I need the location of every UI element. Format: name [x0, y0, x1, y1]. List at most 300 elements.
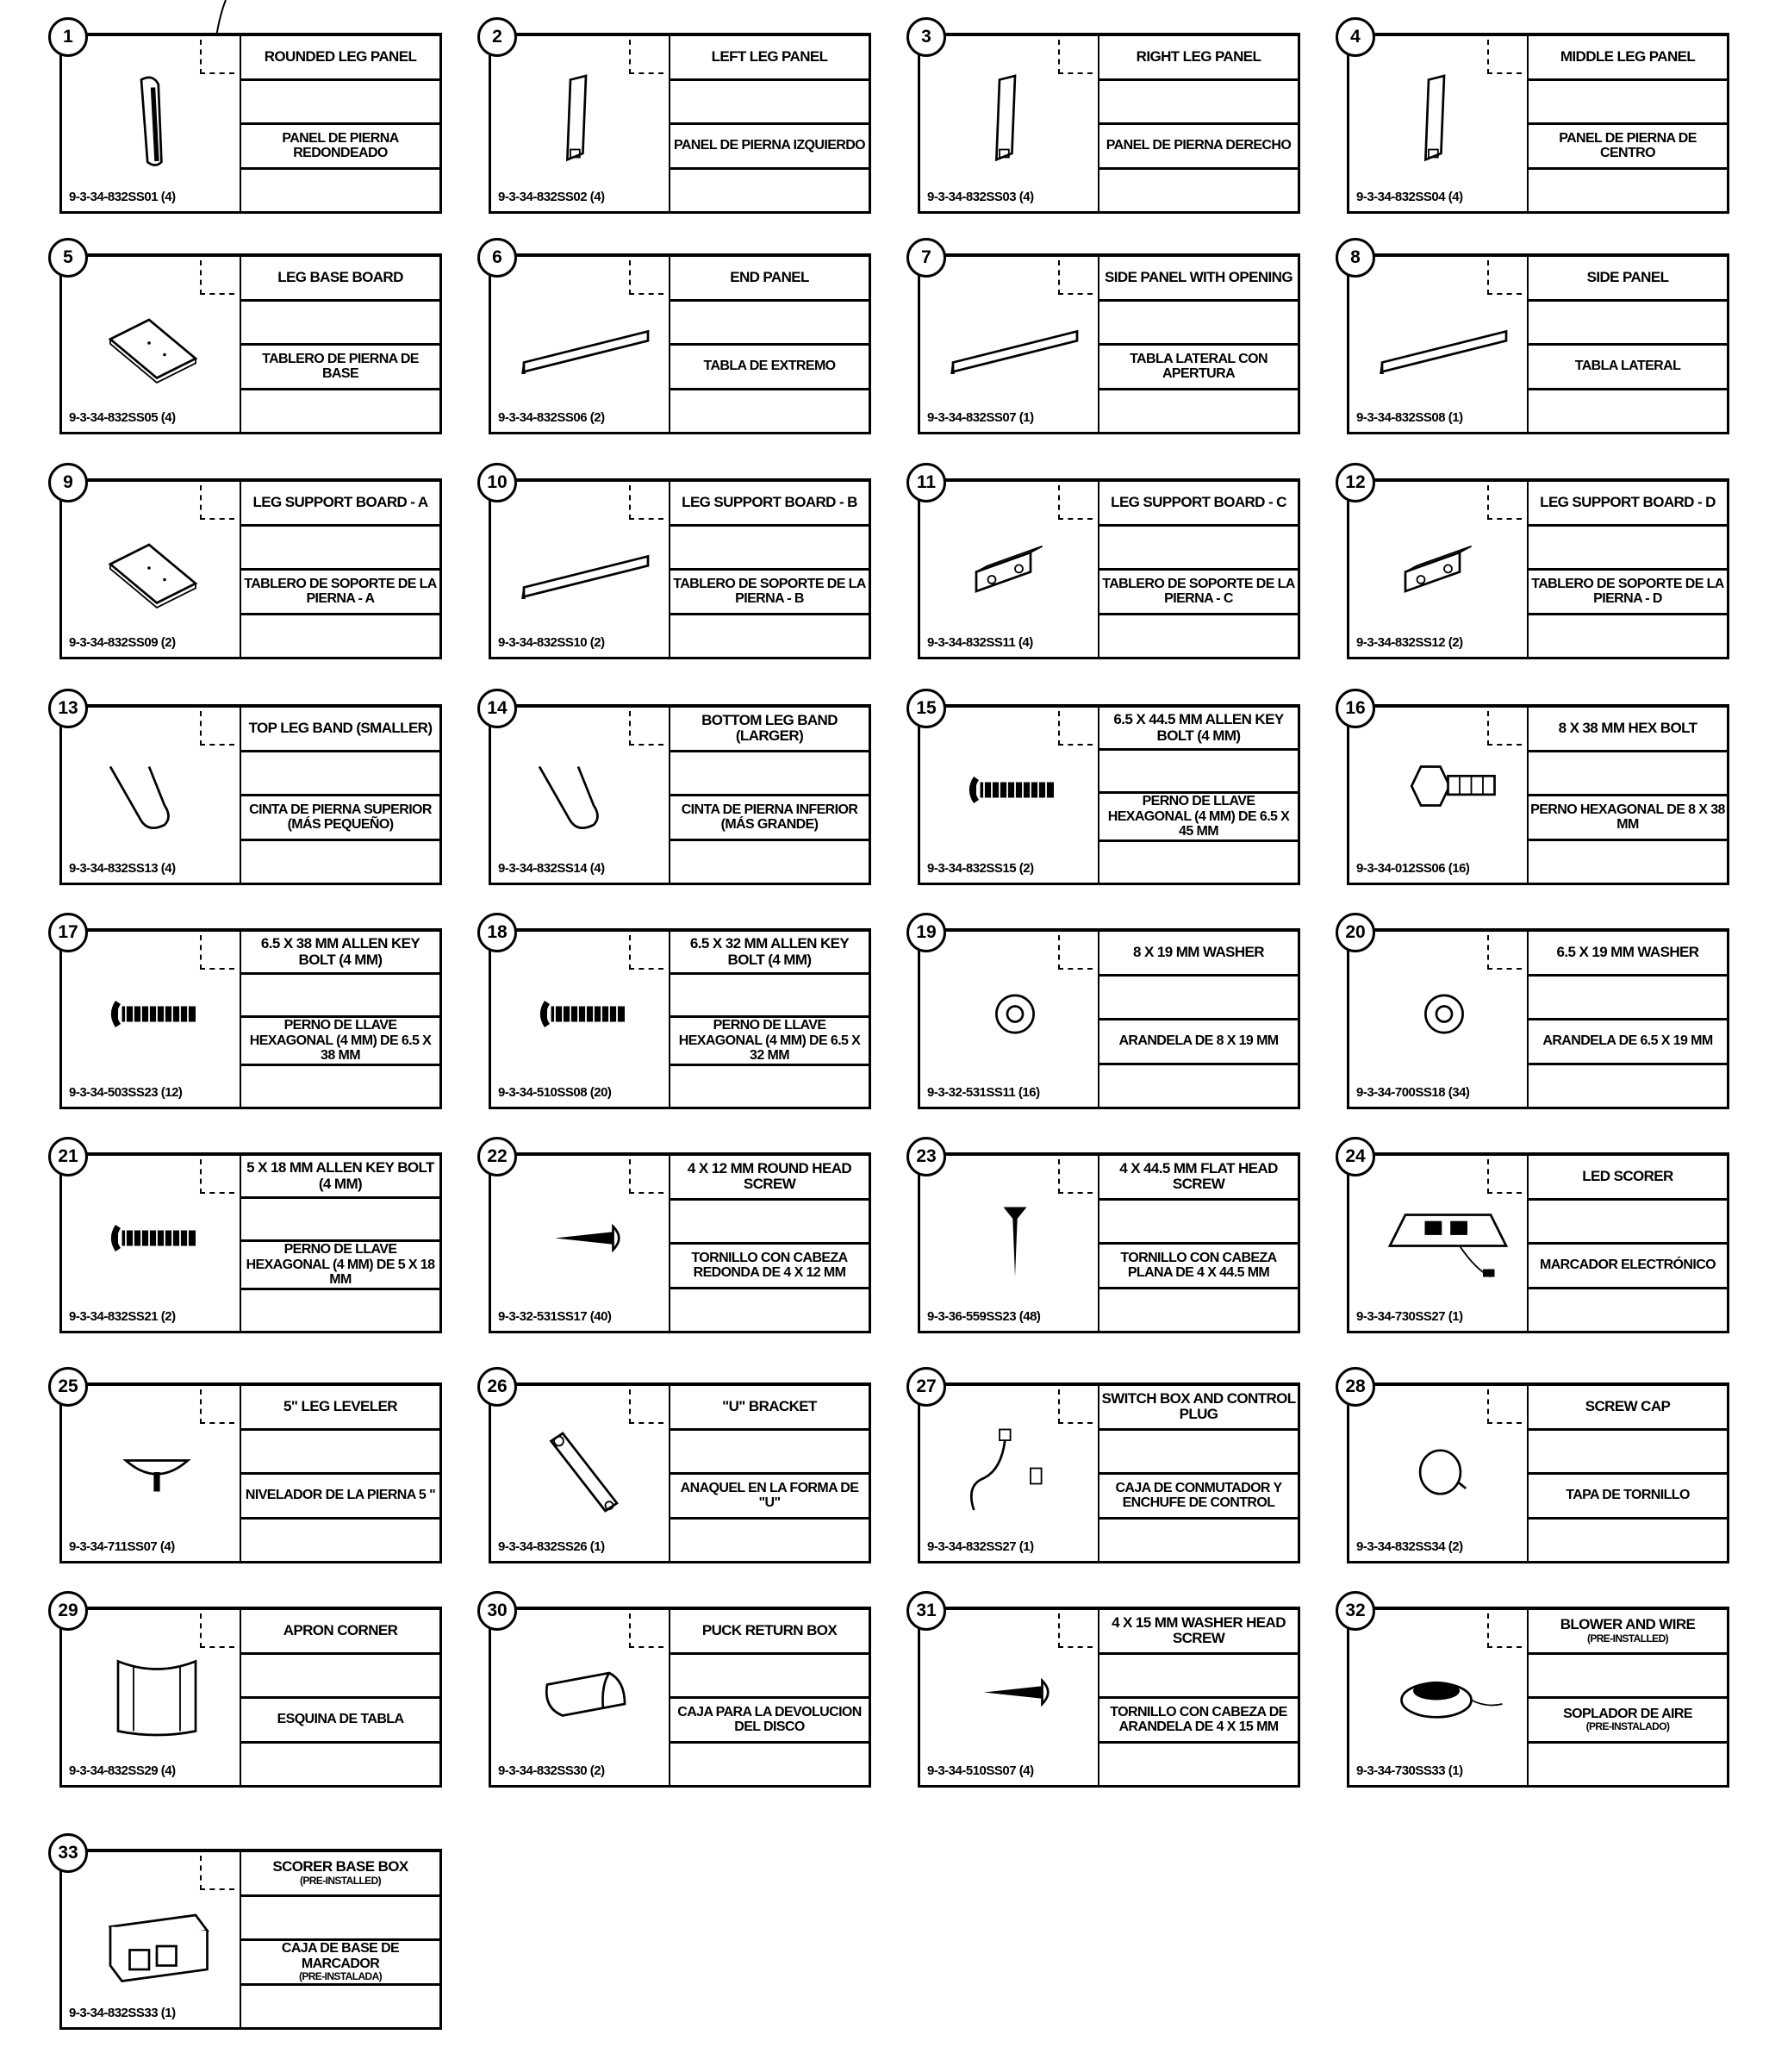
- english-name: SWITCH BOX AND CONTROL PLUG: [1101, 1389, 1296, 1423]
- english-name: 8 X 38 MM HEX BOLT: [1558, 719, 1697, 736]
- english-name: BOTTOM LEG BAND (LARGER): [701, 711, 838, 745]
- part-card-9: [59, 472, 442, 659]
- part-code: 9-3-34-832SS33 (1): [69, 2006, 176, 2020]
- blank-cell: [1099, 842, 1298, 883]
- part-card-21: [58, 1146, 442, 1333]
- part-labels: [669, 1386, 869, 1561]
- scorer-base-icon: [79, 1887, 234, 1990]
- english-name-cell: [670, 932, 869, 975]
- callout-line: [200, 1856, 234, 1890]
- part-number-badge: 25: [48, 1367, 88, 1407]
- puck-box-icon: [508, 1644, 663, 1748]
- blank-cell: [670, 841, 869, 883]
- spanish-name: TABLERO DE PIERNA DE BASE: [262, 351, 419, 382]
- part-number-badge: 30: [477, 1591, 517, 1631]
- part-labels: [240, 1156, 439, 1331]
- part-labels: [1098, 1386, 1298, 1561]
- blank-cell: [1099, 81, 1298, 126]
- spanish-name-cell: [241, 571, 439, 615]
- english-name-cell: [1099, 1156, 1298, 1201]
- blank-cell: [241, 1199, 439, 1242]
- long-panel-icon: [937, 291, 1093, 395]
- spanish-name: PERNO DE LLAVE HEXAGONAL (4 MM) DE 5 X 18 MM: [246, 1242, 435, 1288]
- part-number-badge: 24: [1336, 1137, 1375, 1176]
- english-name-cell: [241, 1386, 439, 1431]
- part-number-badge: 29: [48, 1591, 88, 1631]
- callout-line: [1058, 1159, 1093, 1194]
- blank-cell: [670, 1655, 869, 1700]
- spanish-name: PANEL DE PIERNA DE CENTRO: [1559, 130, 1697, 161]
- blank-cell: [241, 302, 439, 346]
- blank-cell: [670, 1201, 869, 1245]
- part-code: 9-3-34-730SS27 (1): [1356, 1309, 1463, 1324]
- part-number-badge: 18: [477, 913, 517, 952]
- english-name: PUCK RETURN BOX: [701, 1621, 838, 1638]
- scorer-icon: [1367, 1190, 1522, 1294]
- english-name: "U" BRACKET: [722, 1397, 817, 1414]
- blank-cell: [1529, 390, 1727, 433]
- part-number-badge: 6: [477, 238, 517, 278]
- spanish-name-cell: [241, 1475, 439, 1520]
- screw-cap-icon: [1367, 1420, 1522, 1524]
- part-code: 9-3-34-832SS01 (4): [69, 190, 176, 204]
- spanish-name: MARCADOR ELECTRÓNICO: [1540, 1258, 1716, 1273]
- english-name-cell: [241, 1610, 439, 1655]
- part-labels: [1527, 708, 1727, 883]
- english-name-cell: [1529, 708, 1727, 752]
- blank-cell: [670, 615, 869, 658]
- part-card-1: [59, 27, 442, 214]
- part-number-badge: 8: [1336, 238, 1375, 278]
- part-code: 9-3-32-531SS17 (40): [498, 1309, 612, 1324]
- callout-line: [1487, 711, 1522, 746]
- spanish-name-cell: [241, 1699, 439, 1744]
- english-name-cell: [1529, 257, 1727, 302]
- part-labels: [1527, 257, 1727, 432]
- english-name-cell: [241, 257, 439, 302]
- callout-line: [200, 1159, 234, 1194]
- part-code: 9-3-36-559SS23 (48): [927, 1309, 1041, 1324]
- spanish-name-cell: [670, 1699, 869, 1744]
- part-number-badge: 23: [906, 1137, 946, 1176]
- long-panel-icon: [508, 291, 663, 395]
- part-labels: [1527, 1386, 1727, 1561]
- spanish-name: TABLERO DE SOPORTE DE LA PIERNA - D: [1531, 576, 1724, 607]
- blank-cell: [1529, 1201, 1727, 1245]
- blank-cell: [241, 170, 439, 212]
- part-card-17: [58, 922, 442, 1109]
- part-code: 9-3-34-510SS07 (4): [927, 1763, 1034, 1778]
- part-card-33: [58, 1843, 442, 2030]
- blank-cell: [670, 527, 869, 571]
- part-card-10: [487, 472, 871, 659]
- part-labels: [1098, 932, 1298, 1107]
- spanish-name-cell: [670, 571, 869, 615]
- spanish-name-cell: [670, 125, 869, 170]
- english-name-cell: [241, 1156, 439, 1199]
- spanish-name: CINTA DE PIERNA INFERIOR (MÁS GRANDE): [681, 802, 858, 833]
- part-labels: [669, 1156, 869, 1331]
- blank-cell: [670, 1289, 869, 1332]
- washer-icon: [937, 966, 1093, 1070]
- part-labels: [240, 932, 439, 1107]
- part-card-27: [916, 1376, 1300, 1563]
- english-name: 4 X 44.5 MM FLAT HEAD SCREW: [1119, 1159, 1278, 1193]
- english-name: LEG SUPPORT BOARD - C: [1111, 493, 1286, 510]
- blank-cell: [670, 752, 869, 797]
- part-card-6: [489, 247, 871, 434]
- english-name: 6.5 X 19 MM WASHER: [1556, 943, 1699, 960]
- callout-line: [1487, 260, 1522, 295]
- blank-cell: [1529, 302, 1727, 346]
- part-code: 9-3-34-503SS23 (12): [69, 1085, 183, 1100]
- english-name-cell: [670, 36, 869, 81]
- part-card-5: [59, 247, 442, 434]
- part-code: 9-3-34-832SS26 (1): [498, 1539, 605, 1554]
- english-name-cell: [670, 482, 869, 527]
- callout-line: [200, 711, 234, 746]
- callout-line: [200, 40, 234, 74]
- hex-bolt-icon: [1367, 742, 1522, 846]
- part-code: 9-3-34-832SS27 (1): [927, 1539, 1034, 1554]
- part-code: 9-3-34-510SS08 (20): [498, 1085, 612, 1100]
- spanish-name-cell: [1099, 346, 1298, 390]
- spanish-name: TABLA LATERAL CON APERTURA: [1130, 351, 1268, 382]
- blank-cell: [670, 1520, 869, 1562]
- part-code: 9-3-34-832SS07 (1): [927, 410, 1034, 425]
- callout-line: [1058, 1613, 1093, 1648]
- part-card-26: [487, 1376, 871, 1563]
- spanish-name-cell: [1529, 125, 1727, 170]
- part-labels: [669, 257, 869, 432]
- callout-line: [1487, 1389, 1522, 1424]
- spanish-name: TAPA DE TORNILLO: [1566, 1488, 1690, 1503]
- blank-cell: [241, 1986, 439, 2028]
- callout-line: [200, 1389, 234, 1424]
- band-icon: [79, 742, 234, 846]
- blank-cell: [1529, 841, 1727, 883]
- callout-line: [1487, 1613, 1522, 1648]
- part-code: 9-3-34-700SS18 (34): [1356, 1085, 1470, 1100]
- part-labels: [1527, 1610, 1727, 1785]
- board-icon: [79, 291, 234, 395]
- blank-cell: [241, 1431, 439, 1476]
- part-number-badge: 20: [1336, 913, 1375, 952]
- spanish-name: CINTA DE PIERNA SUPERIOR (MÁS PEQUEÑO): [249, 802, 432, 833]
- english-name-cell: [241, 1852, 439, 1897]
- english-name-cell: [1529, 1156, 1727, 1201]
- part-labels: [240, 257, 439, 432]
- spanish-name-cell: [1099, 1475, 1298, 1520]
- blank-cell: [1099, 1655, 1298, 1700]
- callout-line: [629, 1159, 663, 1194]
- switch-box-icon: [937, 1420, 1093, 1524]
- part-card-29: [58, 1601, 442, 1788]
- spanish-name: PERNO HEXAGONAL DE 8 X 38 MM: [1530, 802, 1725, 833]
- english-name: LEG BASE BOARD: [277, 268, 403, 285]
- blank-cell: [670, 81, 869, 126]
- spanish-name: CAJA DE BASE DE MARCADOR: [281, 1941, 400, 1971]
- bolt-icon: [79, 1190, 234, 1294]
- english-name: SCREW CAP: [1585, 1397, 1671, 1414]
- blank-cell: [241, 1066, 439, 1107]
- english-name-cell: [1099, 1386, 1298, 1431]
- blank-cell: [241, 81, 439, 126]
- part-labels: [1098, 36, 1298, 211]
- english-name: APRON CORNER: [283, 1621, 398, 1638]
- blank-cell: [241, 752, 439, 797]
- blank-cell: [1529, 977, 1727, 1021]
- part-code: 9-3-34-832SS14 (4): [498, 861, 605, 876]
- english-name: 5 X 18 MM ALLEN KEY BOLT (4 MM): [246, 1158, 434, 1192]
- part-code: 9-3-34-730SS33 (1): [1356, 1763, 1463, 1778]
- english-name-cell: [1529, 36, 1727, 81]
- spanish-name: SOPLADOR DE AIRE: [1563, 1706, 1692, 1721]
- blank-cell: [1529, 81, 1727, 126]
- block-icon: [937, 516, 1093, 620]
- spanish-name: TORNILLO CON CABEZA DE ARANDELA DE 4 X 15 MM: [1110, 1704, 1287, 1735]
- english-name: LEFT LEG PANEL: [711, 47, 828, 65]
- blank-cell: [241, 1897, 439, 1942]
- blank-cell: [1099, 390, 1298, 433]
- part-code: 9-3-34-832SS02 (4): [498, 190, 605, 204]
- part-code: 9-3-34-832SS15 (2): [927, 861, 1034, 876]
- spanish-name-cell: [1529, 796, 1727, 841]
- blank-cell: [670, 170, 869, 212]
- english-name: SCORER BASE BOX: [272, 1858, 408, 1875]
- callout-line: [1058, 485, 1093, 520]
- callout-line: [1058, 935, 1093, 970]
- spanish-name: CAJA DE CONMUTADOR Y ENCHUFE DE CONTROL: [1115, 1480, 1282, 1511]
- english-name-cell: [241, 932, 439, 975]
- callout-line: [1058, 260, 1093, 295]
- spanish-name-cell: [1099, 1699, 1298, 1744]
- part-card-13: [58, 698, 442, 885]
- callout-line: [200, 935, 234, 970]
- part-number-badge: 3: [906, 17, 946, 57]
- english-name: LEG SUPPORT BOARD - D: [1540, 493, 1716, 510]
- blank-cell: [1099, 527, 1298, 571]
- spanish-name: ANAQUEL EN LA FORMA DE "U": [680, 1480, 859, 1511]
- english-name-cell: [1099, 482, 1298, 527]
- spanish-name-cell: [1099, 571, 1298, 615]
- part-labels: [669, 482, 869, 657]
- english-name: LED SCORER: [1582, 1167, 1673, 1184]
- english-name: 4 X 15 MM WASHER HEAD SCREW: [1112, 1613, 1286, 1647]
- english-name: LEG SUPPORT BOARD - B: [682, 493, 857, 510]
- part-labels: [669, 932, 869, 1107]
- english-name: SIDE PANEL WITH OPENING: [1105, 268, 1292, 285]
- part-card-23: [916, 1146, 1300, 1333]
- part-labels: [240, 1610, 439, 1785]
- band-icon: [508, 742, 663, 846]
- part-code: 9-3-34-832SS03 (4): [927, 190, 1034, 204]
- english-name-cell: [1099, 36, 1298, 81]
- callout-line: [629, 935, 663, 970]
- part-number-badge: 7: [906, 238, 946, 278]
- part-card-7: [918, 247, 1300, 434]
- blank-cell: [670, 1066, 869, 1107]
- spanish-name-cell: [1099, 794, 1298, 842]
- english-name: 6.5 X 44.5 MM ALLEN KEY BOLT (4 MM): [1113, 710, 1284, 744]
- spanish-name: ARANDELA DE 6.5 X 19 MM: [1542, 1033, 1713, 1049]
- part-code: 9-3-34-711SS07 (4): [69, 1539, 175, 1554]
- spanish-name: PANEL DE PIERNA REDONDEADO: [282, 130, 399, 161]
- part-card-14: [487, 698, 871, 885]
- blank-cell: [1099, 1065, 1298, 1108]
- spanish-name: TORNILLO CON CABEZA REDONDA DE 4 X 12 MM: [691, 1250, 848, 1281]
- blank-cell: [1529, 615, 1727, 658]
- english-name-cell: [670, 257, 869, 302]
- bracket-icon: [508, 1420, 663, 1524]
- english-name-cell: [1529, 482, 1727, 527]
- english-name: LEG SUPPORT BOARD - A: [252, 493, 428, 510]
- english-name-cell: [1529, 1610, 1727, 1655]
- long-panel-icon: [1367, 291, 1522, 395]
- english-name-cell: [1529, 932, 1727, 977]
- callout-line: [1058, 40, 1093, 74]
- part-labels: [240, 708, 439, 883]
- part-code: 9-3-34-832SS06 (2): [498, 410, 605, 425]
- part-labels: [240, 1386, 439, 1561]
- part-card-16: [1345, 698, 1729, 885]
- part-number-badge: 27: [906, 1367, 946, 1407]
- spanish-name: PANEL DE PIERNA IZQUIERDO: [673, 138, 866, 153]
- callout-line: [200, 485, 234, 520]
- part-number-badge: 17: [48, 913, 88, 952]
- screw-icon: [937, 1644, 1093, 1748]
- part-labels: [240, 36, 439, 211]
- part-labels: [1098, 482, 1298, 657]
- blank-cell: [670, 975, 869, 1018]
- part-number-badge: 2: [477, 17, 517, 57]
- blank-cell: [241, 1290, 439, 1331]
- part-code: 9-3-34-832SS05 (4): [69, 410, 176, 425]
- spanish-name-cell: [1099, 125, 1298, 170]
- callout-line: [1487, 1159, 1522, 1194]
- spanish-name-cell: [1529, 1475, 1727, 1520]
- leveler-icon: [79, 1420, 234, 1524]
- callout-line: [200, 260, 234, 295]
- spanish-name-cell: [670, 1475, 869, 1520]
- spanish-name-cell: [1099, 1020, 1298, 1065]
- english-name-cell: [241, 482, 439, 527]
- spanish-name: PERNO DE LLAVE HEXAGONAL (4 MM) DE 6.5 X 38 MM: [249, 1018, 432, 1064]
- english-name: 4 X 12 MM ROUND HEAD SCREW: [687, 1159, 852, 1193]
- part-labels: [1098, 1156, 1298, 1331]
- blank-cell: [670, 390, 869, 433]
- english-name: 8 X 19 MM WASHER: [1133, 943, 1264, 960]
- part-code: 9-3-34-832SS12 (2): [1356, 635, 1463, 650]
- part-labels: [240, 1852, 439, 2027]
- part-card-30: [487, 1601, 871, 1788]
- part-labels: [1527, 482, 1727, 657]
- part-number-badge: 9: [48, 463, 88, 502]
- part-labels: [1527, 1156, 1727, 1331]
- english-name: TOP LEG BAND (SMALLER): [248, 719, 433, 736]
- blank-cell: [1099, 751, 1298, 794]
- part-number-badge: 22: [477, 1137, 517, 1176]
- part-card-24: [1345, 1146, 1729, 1333]
- part-number-badge: 19: [906, 913, 946, 952]
- leg-panel-icon: [937, 71, 1093, 174]
- part-code: 9-3-34-832SS04 (4): [1356, 190, 1463, 204]
- spanish-name-cell: [241, 796, 439, 841]
- part-code: 9-3-34-832SS09 (2): [69, 635, 176, 650]
- part-code: 9-3-34-012SS06 (16): [1356, 861, 1470, 876]
- part-card-19: [916, 922, 1300, 1109]
- blank-cell: [1529, 170, 1727, 212]
- blank-cell: [241, 527, 439, 571]
- part-labels: [1098, 257, 1298, 432]
- english-name-cell: [1099, 1610, 1298, 1655]
- part-code: 9-3-34-832SS11 (4): [927, 635, 1033, 650]
- english-note: (PRE-INSTALLED): [1586, 1632, 1669, 1644]
- callout-line: [629, 711, 663, 746]
- part-card-25: [58, 1376, 442, 1563]
- spanish-name-cell: [1529, 1699, 1727, 1744]
- spanish-note: (PRE-INSTALADA): [298, 1970, 383, 1983]
- part-number-badge: 5: [48, 238, 88, 278]
- blank-cell: [670, 1744, 869, 1786]
- part-number-badge: 4: [1336, 17, 1375, 57]
- part-code: 9-3-34-832SS10 (2): [498, 635, 605, 650]
- spanish-name-cell: [241, 125, 439, 170]
- spanish-name-cell: [670, 1245, 869, 1289]
- blank-cell: [241, 615, 439, 658]
- english-name: 5" LEG LEVELER: [283, 1397, 397, 1414]
- spanish-note: (PRE-INSTALADO): [1585, 1720, 1670, 1733]
- board-icon: [79, 516, 234, 620]
- spanish-name-cell: [1529, 1020, 1727, 1065]
- part-number-badge: 26: [477, 1367, 517, 1407]
- spanish-name-cell: [670, 796, 869, 841]
- english-name-cell: [1099, 932, 1298, 977]
- blank-cell: [1099, 170, 1298, 212]
- spanish-name-cell: [241, 1941, 439, 1986]
- english-name: 6.5 X 32 MM ALLEN KEY BOLT (4 MM): [689, 934, 850, 968]
- spanish-name: TORNILLO CON CABEZA PLANA DE 4 X 44.5 MM: [1120, 1250, 1277, 1281]
- blank-cell: [1099, 1744, 1298, 1786]
- english-name-cell: [670, 1610, 869, 1655]
- blank-cell: [1099, 977, 1298, 1021]
- blank-cell: [1529, 1520, 1727, 1562]
- part-number-badge: 31: [906, 1591, 946, 1631]
- part-labels: [1527, 932, 1727, 1107]
- callout-line: [629, 1389, 663, 1424]
- blank-cell: [1099, 302, 1298, 346]
- blank-cell: [1529, 1431, 1727, 1476]
- blank-cell: [241, 1520, 439, 1562]
- part-number-badge: 13: [48, 689, 88, 728]
- english-name-cell: [1099, 257, 1298, 302]
- english-name-cell: [1099, 708, 1298, 751]
- part-card-8: [1347, 247, 1729, 434]
- rounded-leg-panel-icon: [79, 71, 234, 174]
- long-panel-icon: [508, 516, 663, 620]
- blank-cell: [241, 390, 439, 433]
- blank-cell: [1529, 527, 1727, 571]
- part-number-badge: 21: [48, 1137, 88, 1176]
- part-card-4: [1347, 27, 1729, 214]
- part-card-15: [916, 698, 1300, 885]
- spanish-name-cell: [241, 346, 439, 390]
- part-code: 9-3-34-832SS30 (2): [498, 1763, 605, 1778]
- blank-cell: [1529, 1655, 1727, 1700]
- english-name: SIDE PANEL: [1586, 268, 1669, 285]
- part-number-badge: 33: [48, 1833, 88, 1873]
- part-card-22: [487, 1146, 871, 1333]
